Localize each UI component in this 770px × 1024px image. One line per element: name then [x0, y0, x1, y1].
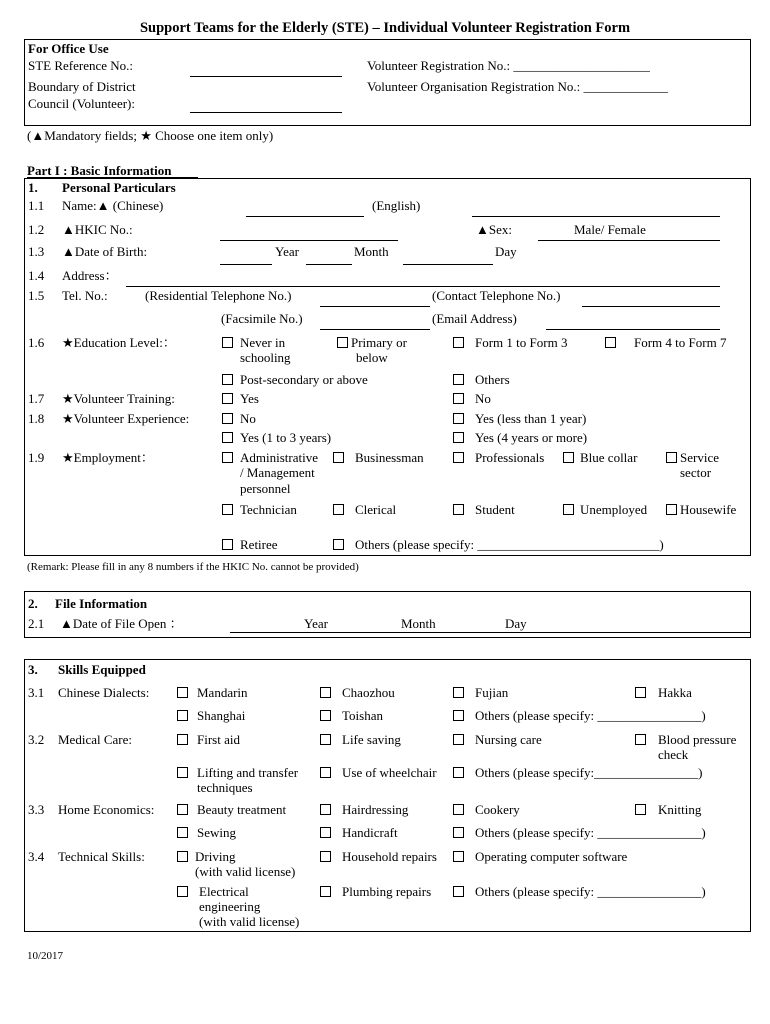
dob-year-field[interactable]	[220, 264, 272, 265]
hkic-field[interactable]	[220, 240, 398, 241]
home-economics-label: Home Economics:	[58, 802, 155, 817]
hairdressing-label: Hairdressing	[342, 802, 409, 817]
section1-number: 1.	[28, 180, 38, 195]
knitting-label: Knitting	[658, 802, 702, 817]
row-1-1-number: 1.1	[28, 198, 45, 213]
household-repairs-label: Household repairs	[342, 849, 437, 864]
medical-others-label[interactable]: Others (please specify:________________)	[475, 765, 703, 780]
experience-no-checkbox[interactable]	[222, 413, 233, 424]
emp-technician-label: Technician	[240, 502, 297, 517]
file-open-month-label: Month	[401, 616, 436, 631]
edu-form4-7-label: Form 4 to Form 7	[634, 335, 727, 350]
emp-others-checkbox[interactable]	[333, 539, 344, 550]
emp-service-label-1: Service	[680, 450, 719, 465]
sex-field[interactable]	[538, 240, 720, 241]
electrical-label-2: engineering	[199, 899, 261, 914]
chinese-name-label: Name:▲ (Chinese)	[62, 198, 164, 213]
plumbing-label: Plumbing repairs	[342, 884, 432, 899]
hakka-checkbox[interactable]	[635, 687, 646, 698]
computer-checkbox[interactable]	[453, 851, 464, 862]
lifting-label-2: techniques	[197, 780, 253, 795]
emp-admin-label-1: Administrative	[240, 450, 318, 465]
experience-lt1-label: Yes (less than 1 year)	[475, 411, 587, 426]
organisation-registration-label: Volunteer Organisation Registration No.: _____________	[367, 79, 669, 94]
boundary-field[interactable]	[190, 112, 342, 113]
emp-service-checkbox[interactable]	[666, 452, 677, 463]
home-others-checkbox[interactable]	[453, 827, 464, 838]
emp-technician-checkbox[interactable]	[222, 504, 233, 515]
experience-label: ★Volunteer Experience:	[62, 411, 190, 426]
wheelchair-label: Use of wheelchair	[342, 765, 437, 780]
emp-admin-checkbox[interactable]	[222, 452, 233, 463]
edu-never-label-2: schooling	[240, 350, 291, 365]
electrical-checkbox[interactable]	[177, 886, 188, 897]
experience-no-label: No	[240, 411, 256, 426]
emp-student-label: Student	[475, 502, 515, 517]
row-1-4-number: 1.4	[28, 268, 45, 283]
file-open-date-field[interactable]	[230, 632, 750, 633]
experience-4plus-checkbox[interactable]	[453, 432, 464, 443]
dob-label: ▲Date of Birth:	[62, 244, 148, 259]
bloodpressure-checkbox[interactable]	[635, 734, 646, 745]
edu-others-checkbox[interactable]	[453, 374, 464, 385]
wheelchair-checkbox[interactable]	[320, 767, 331, 778]
emp-student-checkbox[interactable]	[453, 504, 464, 515]
hkic-remark: (Remark: Please fill in any 8 numbers if the HKIC No. cannot be provided)	[27, 561, 359, 573]
lifesaving-label: Life saving	[342, 732, 401, 747]
nursing-checkbox[interactable]	[453, 734, 464, 745]
edu-postsecondary-label: Post-secondary or above	[240, 372, 368, 387]
volunteer-registration-label: Volunteer Registration No.: _____________________	[367, 58, 650, 73]
row-3-3-number: 3.3	[28, 802, 45, 817]
fax-field[interactable]	[320, 329, 430, 330]
row-1-3-number: 1.3	[28, 244, 45, 259]
section3-title: Skills Equipped	[58, 662, 146, 677]
handicraft-checkbox[interactable]	[320, 827, 331, 838]
employment-label: ★Employment：	[62, 450, 154, 465]
cookery-label: Cookery	[475, 802, 520, 817]
driving-label-1: Driving	[195, 849, 236, 864]
experience-1-3-checkbox[interactable]	[222, 432, 233, 443]
tech-others-checkbox[interactable]	[453, 886, 464, 897]
office-use-heading: For Office Use	[28, 41, 109, 56]
lifting-label-1: Lifting and transfer	[197, 765, 299, 780]
knitting-checkbox[interactable]	[635, 804, 646, 815]
sex-options[interactable]: Male/ Female	[574, 222, 646, 237]
ste-reference-field[interactable]	[190, 76, 342, 77]
emp-clerical-checkbox[interactable]	[333, 504, 344, 515]
beauty-label: Beauty treatment	[197, 802, 287, 817]
section2-number: 2.	[28, 596, 38, 611]
row-1-2-number: 1.2	[28, 222, 45, 237]
emp-admin-label-3: personnel	[240, 481, 291, 496]
english-name-label: (English)	[372, 198, 421, 213]
dialect-others-checkbox[interactable]	[453, 710, 464, 721]
plumbing-checkbox[interactable]	[320, 886, 331, 897]
ste-reference-label: STE Reference No.:	[28, 58, 134, 73]
chinese-name-field[interactable]	[246, 216, 364, 217]
hkic-label: ▲HKIC No.:	[62, 222, 133, 237]
cookery-checkbox[interactable]	[453, 804, 464, 815]
contact-tel-field[interactable]	[582, 306, 720, 307]
emp-bluecollar-checkbox[interactable]	[563, 452, 574, 463]
file-open-label: ▲Date of File Open ：	[60, 616, 183, 631]
row-1-8-number: 1.8	[28, 411, 45, 426]
dob-year-label: Year	[275, 244, 299, 259]
toishan-checkbox[interactable]	[320, 710, 331, 721]
emp-unemployed-label: Unemployed	[580, 502, 648, 517]
home-others-label[interactable]: Others (please specify: ________________)	[475, 825, 706, 840]
medical-others-checkbox[interactable]	[453, 767, 464, 778]
emp-bluecollar-label: Blue collar	[580, 450, 638, 465]
boundary-label-2: Council (Volunteer):	[28, 96, 135, 111]
email-field[interactable]	[546, 329, 720, 330]
dob-day-label: Day	[495, 244, 517, 259]
dob-month-label: Month	[354, 244, 389, 259]
firstaid-checkbox[interactable]	[177, 734, 188, 745]
mandarin-label: Mandarin	[197, 685, 248, 700]
computer-label: Operating computer software	[475, 849, 628, 864]
technical-label: Technical Skills:	[58, 849, 145, 864]
experience-4plus-label: Yes (4 years or more)	[475, 430, 588, 445]
medical-label: Medical Care:	[58, 732, 132, 747]
emp-others-label[interactable]: Others (please specify: ____________________________)	[355, 537, 664, 552]
training-no-checkbox[interactable]	[453, 393, 464, 404]
section2-title: File Information	[55, 596, 148, 611]
row-3-4-number: 3.4	[28, 849, 45, 864]
tech-others-label[interactable]: Others (please specify: ________________)	[475, 884, 706, 899]
row-3-1-number: 3.1	[28, 685, 45, 700]
sex-label: ▲Sex:	[476, 222, 512, 237]
row-1-6-number: 1.6	[28, 335, 45, 350]
fax-label: (Facsimile No.)	[221, 311, 303, 326]
fujian-label: Fujian	[475, 685, 509, 700]
boundary-label-1: Boundary of District	[28, 79, 136, 94]
residential-tel-label: (Residential Telephone No.)	[145, 288, 292, 303]
address-field[interactable]	[126, 286, 720, 287]
hakka-label: Hakka	[658, 685, 692, 700]
chaozhou-checkbox[interactable]	[320, 687, 331, 698]
emp-professionals-label: Professionals	[475, 450, 545, 465]
bloodpressure-label-2: check	[658, 747, 689, 762]
contact-tel-label: (Contact Telephone No.)	[432, 288, 561, 303]
emp-business-checkbox[interactable]	[333, 452, 344, 463]
edu-form1-3-checkbox[interactable]	[453, 337, 464, 348]
dob-day-field[interactable]	[403, 264, 493, 265]
household-repairs-checkbox[interactable]	[320, 851, 331, 862]
row-1-9-number: 1.9	[28, 450, 45, 465]
dob-month-field[interactable]	[306, 264, 352, 265]
part1-heading: Part I : Basic Information	[27, 163, 172, 178]
firstaid-label: First aid	[197, 732, 240, 747]
sewing-label: Sewing	[197, 825, 236, 840]
edu-others-label: Others	[475, 372, 510, 387]
row-3-2-number: 3.2	[28, 732, 45, 747]
experience-lt1-checkbox[interactable]	[453, 413, 464, 424]
row-2-1-number: 2.1	[28, 616, 45, 631]
emp-unemployed-checkbox[interactable]	[563, 504, 574, 515]
electrical-label-3: (with valid license)	[199, 914, 300, 929]
file-open-day-label: Day	[505, 616, 527, 631]
email-label: (Email Address)	[432, 311, 517, 326]
edu-primary-label-1: Primary or	[351, 335, 407, 350]
emp-professionals-checkbox[interactable]	[453, 452, 464, 463]
emp-service-label-2: sector	[680, 465, 712, 480]
edu-primary-checkbox[interactable]	[337, 337, 348, 348]
emp-admin-label-2: / Management	[240, 465, 315, 480]
fujian-checkbox[interactable]	[453, 687, 464, 698]
training-yes-checkbox[interactable]	[222, 393, 233, 404]
legend-text: (▲Mandatory fields; ★ Choose one item only)	[27, 128, 274, 143]
dialects-label: Chinese Dialects:	[58, 685, 150, 700]
sewing-checkbox[interactable]	[177, 827, 188, 838]
lifesaving-checkbox[interactable]	[320, 734, 331, 745]
section1-title: Personal Particulars	[62, 180, 176, 195]
section3-number: 3.	[28, 662, 38, 677]
shanghai-checkbox[interactable]	[177, 710, 188, 721]
bloodpressure-label-1: Blood pressure	[658, 732, 737, 747]
experience-1-3-label: Yes (1 to 3 years)	[240, 430, 332, 445]
row-1-7-number: 1.7	[28, 391, 45, 406]
nursing-label: Nursing care	[475, 732, 542, 747]
chaozhou-label: Chaozhou	[342, 685, 395, 700]
education-label: ★Education Level:：	[62, 335, 176, 350]
emp-retiree-checkbox[interactable]	[222, 539, 233, 550]
beauty-checkbox[interactable]	[177, 804, 188, 815]
toishan-label: Toishan	[342, 708, 383, 723]
edu-never-label-1: Never in	[240, 335, 286, 350]
address-label: Address：	[62, 268, 118, 283]
residential-tel-field[interactable]	[320, 306, 430, 307]
training-yes-label: Yes	[240, 391, 259, 406]
english-name-field[interactable]	[472, 216, 720, 217]
row-1-5-number: 1.5	[28, 288, 45, 303]
tel-label: Tel. No.:	[62, 288, 108, 303]
page-title: Support Teams for the Elderly (STE) – Individual Volunteer Registration Form	[139, 20, 631, 36]
emp-clerical-label: Clerical	[355, 502, 397, 517]
emp-business-label: Businessman	[355, 450, 424, 465]
mandarin-checkbox[interactable]	[177, 687, 188, 698]
electrical-label-1: Electrical	[199, 884, 249, 899]
edu-never-checkbox[interactable]	[222, 337, 233, 348]
handicraft-label: Handicraft	[342, 825, 398, 840]
form-version: 10/2017	[27, 950, 64, 962]
driving-label-2: (with valid license)	[195, 864, 296, 879]
driving-checkbox[interactable]	[177, 851, 188, 862]
dialect-others-label[interactable]: Others (please specify: ________________)	[475, 708, 706, 723]
edu-postsecondary-checkbox[interactable]	[222, 374, 233, 385]
training-label: ★Volunteer Training:	[62, 391, 175, 406]
training-no-label: No	[475, 391, 491, 406]
emp-housewife-label: Housewife	[680, 502, 737, 517]
edu-form4-7-checkbox[interactable]	[605, 337, 616, 348]
emp-retiree-label: Retiree	[240, 537, 278, 552]
lifting-checkbox[interactable]	[177, 767, 188, 778]
emp-housewife-checkbox[interactable]	[666, 504, 677, 515]
edu-form1-3-label: Form 1 to Form 3	[475, 335, 568, 350]
hairdressing-checkbox[interactable]	[320, 804, 331, 815]
edu-primary-label-2: below	[356, 350, 388, 365]
shanghai-label: Shanghai	[197, 708, 246, 723]
file-open-year-label: Year	[304, 616, 328, 631]
